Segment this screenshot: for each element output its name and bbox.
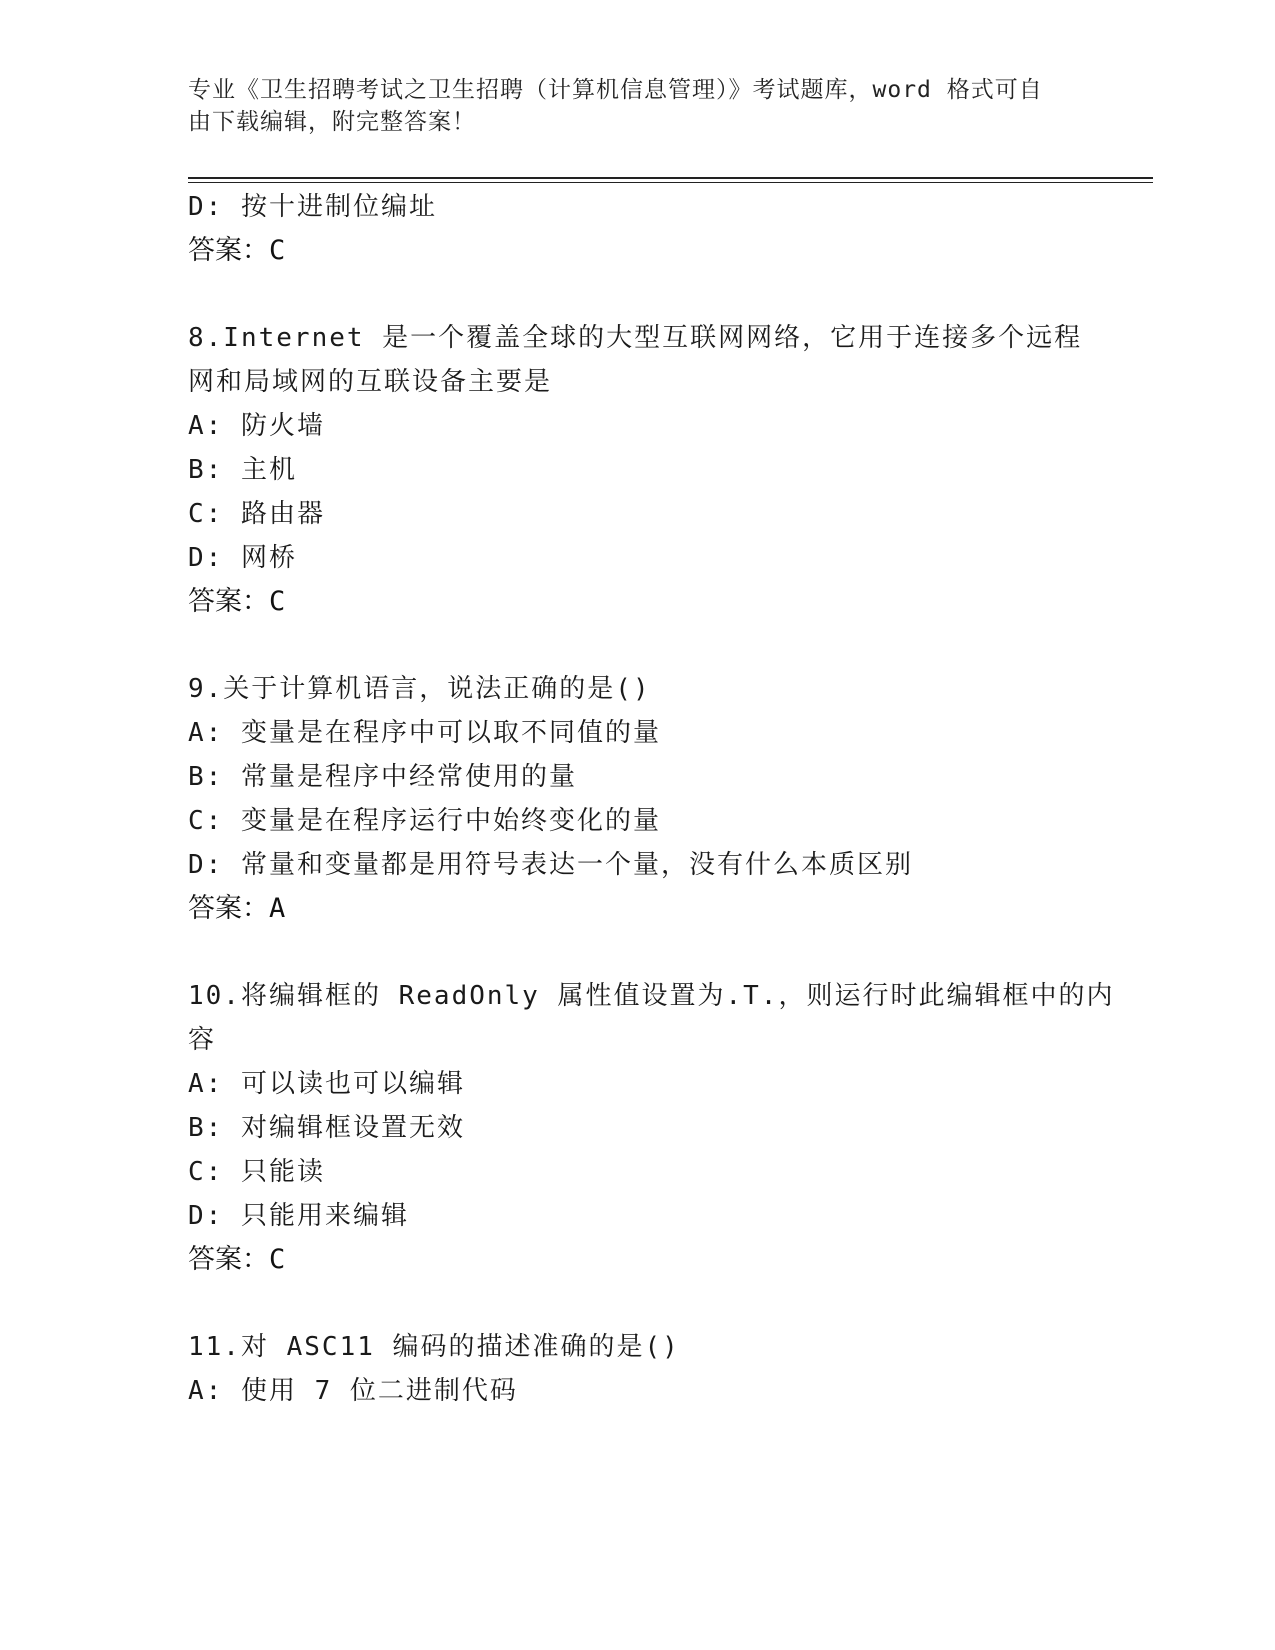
q9-answer bbox=[188, 887, 285, 931]
q9-option-c: C: 变量是在程序运行中始终变化的量 bbox=[188, 806, 661, 836]
header-divider-thin bbox=[188, 182, 1153, 183]
q11-stem: 11.对 ASC11 编码的描述准确的是() bbox=[188, 1332, 680, 1362]
answer-value: C bbox=[269, 1244, 286, 1275]
q10-option-b: B: 对编辑框设置无效 bbox=[188, 1113, 465, 1143]
q10-stem-line-1: 10.将编辑框的 ReadOnly 属性值设置为.T.，则运行时此编辑框中的内 bbox=[188, 981, 1115, 1011]
answer-label: 答案： bbox=[188, 235, 269, 266]
q8-option-d: D: 网桥 bbox=[188, 543, 297, 573]
header-line-2: 由下载编辑，附完整答案！ bbox=[188, 109, 476, 135]
q10-option-a: A: 可以读也可以编辑 bbox=[188, 1069, 465, 1099]
answer-label: 答案： bbox=[188, 893, 269, 924]
q10-answer bbox=[188, 1238, 285, 1282]
q10-option-c: C: 只能读 bbox=[188, 1157, 325, 1187]
q9-option-b: B: 常量是程序中经常使用的量 bbox=[188, 762, 577, 792]
document-header bbox=[188, 74, 1068, 138]
q8-stem-line-2: 网和局域网的互联设备主要是 bbox=[188, 367, 553, 397]
q7-option-d: D: 按十进制位编址 bbox=[188, 192, 437, 222]
q9-option-d: D: 常量和变量都是用符号表达一个量，没有什么本质区别 bbox=[188, 850, 913, 880]
q8-stem-line-1: 8.Internet 是一个覆盖全球的大型互联网网络，它用于连接多个远程 bbox=[188, 323, 1083, 353]
header-line-1: 专业《卫生招聘考试之卫生招聘（计算机信息管理）》考试题库，word 格式可自 bbox=[188, 77, 1043, 103]
answer-label: 答案： bbox=[188, 1244, 269, 1275]
q8-answer bbox=[188, 580, 285, 624]
q9-option-a: A: 变量是在程序中可以取不同值的量 bbox=[188, 718, 661, 748]
answer-label: 答案： bbox=[188, 586, 269, 617]
q8-option-a: A: 防火墙 bbox=[188, 411, 325, 441]
answer-value: A bbox=[269, 893, 286, 924]
q8-option-c: C: 路由器 bbox=[188, 499, 325, 529]
q11-option-a: A: 使用 7 位二进制代码 bbox=[188, 1376, 518, 1406]
header-divider bbox=[188, 177, 1153, 179]
answer-value: C bbox=[269, 586, 286, 617]
q9-stem: 9.关于计算机语言，说法正确的是() bbox=[188, 674, 651, 704]
q10-option-d: D: 只能用来编辑 bbox=[188, 1201, 409, 1231]
answer-value: C bbox=[269, 235, 286, 266]
q8-option-b: B: 主机 bbox=[188, 455, 297, 485]
q10-stem-line-2: 容 bbox=[188, 1025, 217, 1055]
q7-answer bbox=[188, 229, 285, 273]
